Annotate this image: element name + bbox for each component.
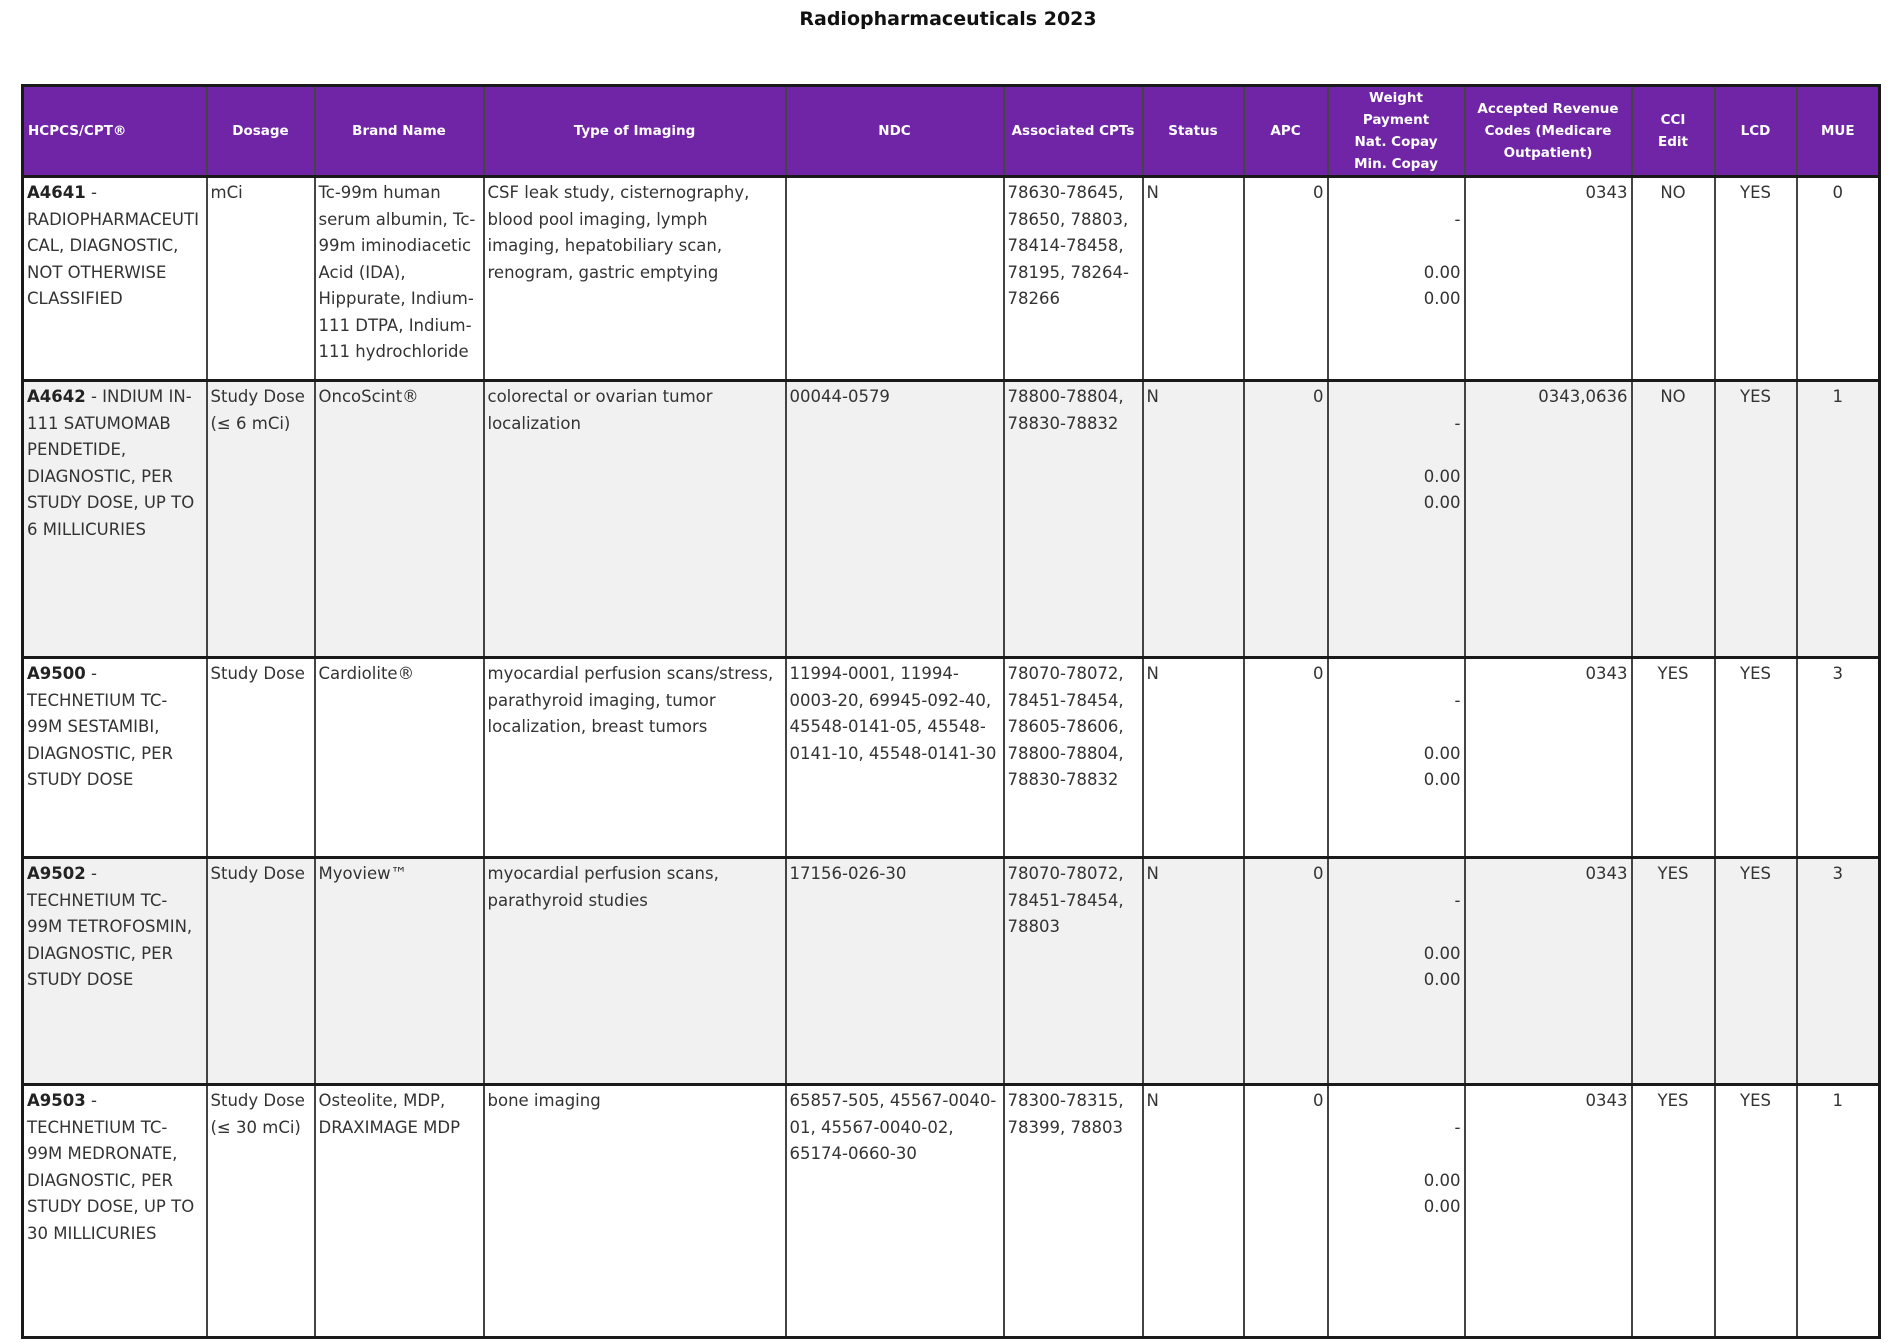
weight-value: - (1454, 890, 1461, 910)
hcpcs-cell (23, 381, 207, 658)
apc-cell: 0 (1244, 1085, 1328, 1338)
payment-value (1332, 233, 1461, 260)
min-copay-value: 0.00 (1423, 770, 1461, 789)
lcd-cell: YES (1715, 858, 1797, 1085)
brand-name-cell: Myoview™ (315, 858, 484, 1085)
hcpcs-code: A9500 (27, 664, 86, 683)
weight-payment-cell (1328, 177, 1465, 381)
ndc-cell: 17156-026-30 (786, 858, 1004, 1085)
cci-edit-cell: YES (1632, 1085, 1715, 1338)
table-header-row (23, 86, 1880, 177)
cci-edit-cell: YES (1632, 858, 1715, 1085)
cci-edit-cell: YES (1632, 658, 1715, 858)
lcd-cell: YES (1715, 177, 1797, 381)
mue-cell: 3 (1797, 658, 1880, 858)
mue-cell: 3 (1797, 858, 1880, 1085)
nat-copay-value: 0.00 (1423, 262, 1461, 282)
hcpcs-description: - INDIUM IN-111 SATUMOMAB PENDETIDE, DIAGNOSTIC, PER STUDY DOSE, UP TO 6 MILLICURIES (27, 387, 195, 539)
mue-cell: 1 (1797, 1085, 1880, 1338)
min-copay-value: 0.00 (1423, 970, 1461, 989)
nat-copay-value: 0.00 (1423, 466, 1461, 486)
column-header-associated-cpts: Associated CPTs (1004, 86, 1143, 177)
lcd-cell: YES (1715, 1085, 1797, 1338)
hcpcs-cell (23, 858, 207, 1085)
revenue-codes-cell: 0343 (1465, 1085, 1632, 1338)
table-row (23, 858, 1880, 1085)
type-of-imaging-cell: myocardial perfusion scans, parathyroid studies (484, 858, 786, 1085)
mue-cell: 1 (1797, 381, 1880, 658)
dosage-cell: Study Dose (≤ 6 mCi) (207, 381, 315, 658)
status-cell: N (1143, 177, 1244, 381)
column-header-dosage: Dosage (207, 86, 315, 177)
ndc-cell: 00044-0579 (786, 381, 1004, 658)
hcpcs-cell (23, 658, 207, 858)
type-of-imaging-cell: bone imaging (484, 1085, 786, 1338)
status-cell: N (1143, 381, 1244, 658)
hcpcs-description: - TECHNETIUM TC-99M SESTAMIBI, DIAGNOSTIC, PER STUDY DOSE (27, 664, 173, 789)
payment-value (1332, 437, 1461, 464)
brand-name-cell: Cardiolite® (315, 658, 484, 858)
column-header-status: Status (1143, 86, 1244, 177)
type-of-imaging-cell: CSF leak study, cisternography, blood pool imaging, lymph imaging, hepatobiliary scan, renogram, gastric emptying (484, 177, 786, 381)
column-header-revenue-codes: Accepted Revenue Codes (Medicare Outpatient) (1465, 86, 1632, 177)
ndc-cell: 11994-0001, 11994-0003-20, 69945-092-40, 45548-0141-05, 45548-0141-10, 45548-0141-30 (786, 658, 1004, 858)
weight-payment-cell (1328, 858, 1465, 1085)
hcpcs-code: A4642 (27, 387, 86, 406)
min-copay-value: 0.00 (1423, 1197, 1461, 1216)
type-of-imaging-cell: myocardial perfusion scans/stress, parathyroid imaging, tumor localization, breast tumors (484, 658, 786, 858)
min-copay-value: 0.00 (1423, 289, 1461, 308)
column-header-mue: MUE (1797, 86, 1880, 177)
hcpcs-cell (23, 177, 207, 381)
brand-name-cell: Osteolite, MDP, DRAXIMAGE MDP (315, 1085, 484, 1338)
weight-value: - (1454, 1117, 1461, 1137)
column-header-brand-name: Brand Name (315, 86, 484, 177)
ndc-cell: 65857-505, 45567-0040-01, 45567-0040-02, 65174-0660-30 (786, 1085, 1004, 1338)
type-of-imaging-cell: colorectal or ovarian tumor localization (484, 381, 786, 658)
associated-cpts-cell: 78630-78645, 78650, 78803, 78414-78458, 78195, 78264-78266 (1004, 177, 1143, 381)
table-row (23, 381, 1880, 658)
associated-cpts-cell: 78800-78804, 78830-78832 (1004, 381, 1143, 658)
radiopharmaceuticals-table (21, 84, 1881, 1339)
status-cell: N (1143, 658, 1244, 858)
nat-copay-value: 0.00 (1423, 743, 1461, 763)
column-header-apc: APC (1244, 86, 1328, 177)
dosage-cell: Study Dose (207, 658, 315, 858)
column-header-lcd: LCD (1715, 86, 1797, 177)
payment-value (1332, 914, 1461, 941)
column-header-weight-payment: Weight Payment Nat. Copay Min. Copay (1328, 86, 1465, 177)
payment-value (1332, 1141, 1461, 1168)
revenue-codes-cell: 0343,0636 (1465, 381, 1632, 658)
revenue-codes-cell: 0343 (1465, 858, 1632, 1085)
page-title: Radiopharmaceuticals 2023 (799, 8, 1097, 30)
cci-edit-cell: NO (1632, 177, 1715, 381)
column-header-ndc: NDC (786, 86, 1004, 177)
brand-name-cell: OncoScint® (315, 381, 484, 658)
weight-payment-cell (1328, 1085, 1465, 1338)
hcpcs-description: - TECHNETIUM TC-99M TETROFOSMIN, DIAGNOSTIC, PER STUDY DOSE (27, 864, 193, 989)
brand-name-cell: Tc-99m human serum albumin, Tc-99m iminodiacetic Acid (IDA), Hippurate, Indium-111 DTPA, Indium-111 hydrochloride (315, 177, 484, 381)
revenue-codes-cell: 0343 (1465, 658, 1632, 858)
table-row (23, 1085, 1880, 1338)
dosage-cell: Study Dose (≤ 30 mCi) (207, 1085, 315, 1338)
hcpcs-code: A4641 (27, 183, 86, 202)
weight-payment-cell (1328, 658, 1465, 858)
lcd-cell: YES (1715, 658, 1797, 858)
cci-edit-cell: NO (1632, 381, 1715, 658)
weight-value: - (1454, 413, 1461, 433)
nat-copay-value: 0.00 (1423, 943, 1461, 963)
apc-cell: 0 (1244, 658, 1328, 858)
dosage-cell: Study Dose (207, 858, 315, 1085)
associated-cpts-cell: 78070-78072, 78451-78454, 78605-78606, 78800-78804, 78830-78832 (1004, 658, 1143, 858)
status-cell: N (1143, 1085, 1244, 1338)
payment-value (1332, 714, 1461, 741)
weight-payment-cell (1328, 381, 1465, 658)
table-row (23, 658, 1880, 858)
ndc-cell (786, 177, 1004, 381)
apc-cell: 0 (1244, 177, 1328, 381)
column-header-hcpcs: HCPCS/CPT® (23, 86, 207, 177)
revenue-codes-cell: 0343 (1465, 177, 1632, 381)
apc-cell: 0 (1244, 381, 1328, 658)
hcpcs-cell (23, 1085, 207, 1338)
lcd-cell: YES (1715, 381, 1797, 658)
nat-copay-value: 0.00 (1423, 1170, 1461, 1190)
hcpcs-code: A9502 (27, 864, 86, 883)
mue-cell: 0 (1797, 177, 1880, 381)
weight-value: - (1454, 209, 1461, 229)
weight-value: - (1454, 690, 1461, 710)
associated-cpts-cell: 78300-78315, 78399, 78803 (1004, 1085, 1143, 1338)
column-header-cci-edit: CCI Edit (1632, 86, 1715, 177)
column-header-type-of-imaging: Type of Imaging (484, 86, 786, 177)
apc-cell: 0 (1244, 858, 1328, 1085)
status-cell: N (1143, 858, 1244, 1085)
hcpcs-description: - RADIOPHARMACEUTICAL, DIAGNOSTIC, NOT OTHERWISE CLASSIFIED (27, 183, 199, 308)
dosage-cell: mCi (207, 177, 315, 381)
hcpcs-code: A9503 (27, 1091, 86, 1110)
hcpcs-description: - TECHNETIUM TC-99M MEDRONATE, DIAGNOSTIC, PER STUDY DOSE, UP TO 30 MILLICURIES (27, 1091, 195, 1243)
table-row (23, 177, 1880, 381)
min-copay-value: 0.00 (1423, 493, 1461, 512)
associated-cpts-cell: 78070-78072, 78451-78454, 78803 (1004, 858, 1143, 1085)
